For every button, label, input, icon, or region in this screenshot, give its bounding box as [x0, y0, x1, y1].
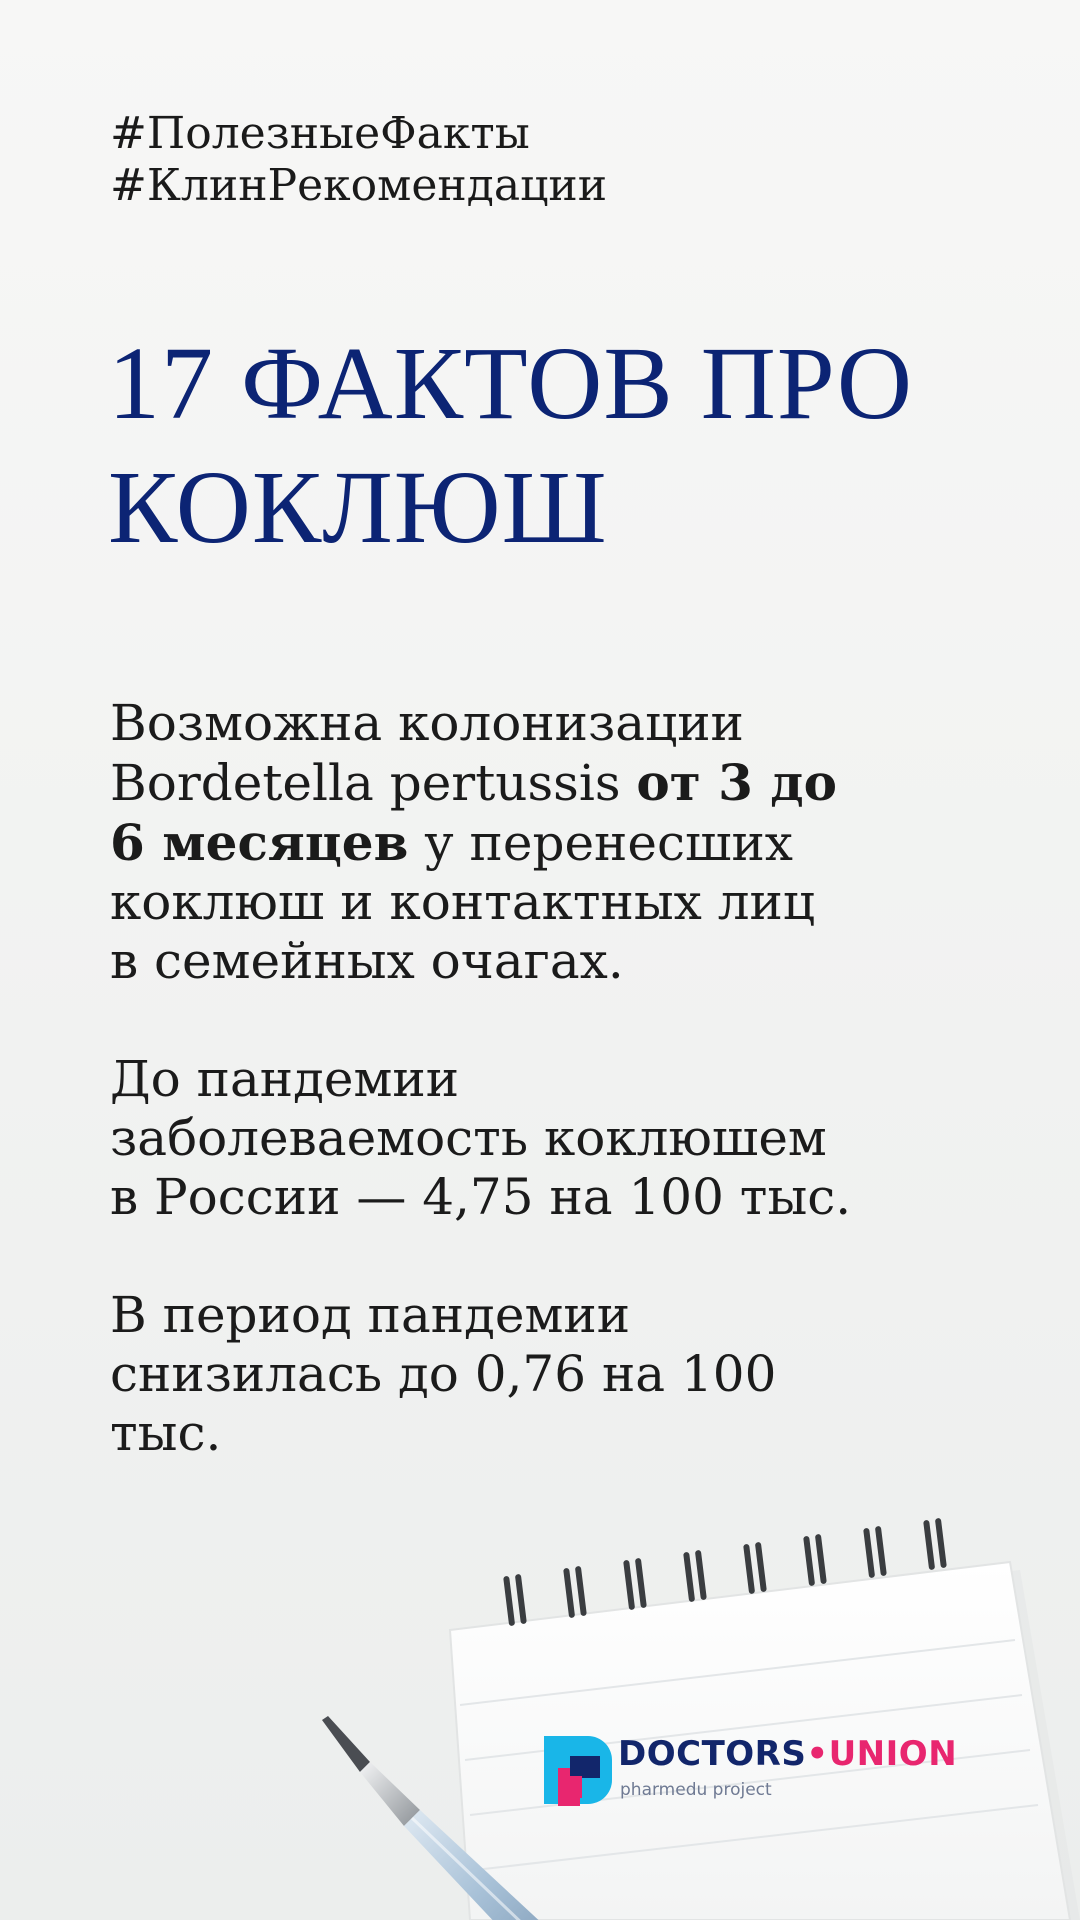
fact-line: В период пандемии [110, 1286, 631, 1344]
title-line-1: 17 ФАКТОВ ПРО [108, 326, 914, 441]
hashtag-clinical-recommendations: #КлинРекомендации [110, 160, 608, 211]
fact-line: тыс. [110, 1404, 222, 1462]
fact-colonization [110, 694, 870, 991]
fact-line [110, 753, 870, 813]
fact-line: в России — 4,75 на 100 тыс. [110, 1168, 852, 1226]
fact-line [110, 813, 870, 873]
fact-line: Возможна колонизации [110, 694, 744, 752]
hashtags [110, 108, 607, 212]
fact-incidence-pandemic [110, 1286, 870, 1463]
hashtag-useful-facts: #ПолезныеФакты [110, 108, 530, 159]
fact-text: у перенесших [408, 814, 793, 872]
doctors-union-logo [540, 1730, 960, 1810]
logo-name-union: UNION [828, 1734, 958, 1774]
fact-emphasis: 6 месяцев [110, 813, 409, 872]
fact-line: До пандемии [110, 1050, 460, 1108]
fact-incidence-before [110, 1050, 870, 1227]
pen-illustration [300, 1700, 560, 1920]
logo-separator: • [806, 1734, 829, 1774]
logo-name [618, 1734, 957, 1774]
fact-text: Bordetella pertussis [110, 754, 637, 812]
fact-line: коклюш и контактных лиц [110, 873, 816, 931]
fact-line: заболеваемость коклюшем [110, 1109, 827, 1167]
logo-name-doctors: DOCTORS [618, 1734, 807, 1774]
logo-mark-icon [540, 1732, 616, 1808]
page-title [108, 322, 1008, 570]
fact-line: в семейных очагах. [110, 932, 624, 990]
logo-subtitle: pharmedu project [620, 1780, 772, 1800]
title-line-2: КОКЛЮШ [108, 450, 608, 565]
fact-emphasis: от 3 до [636, 753, 837, 812]
facts-block [110, 694, 870, 1463]
fact-line: снизилась до 0,76 на 100 [110, 1345, 777, 1403]
